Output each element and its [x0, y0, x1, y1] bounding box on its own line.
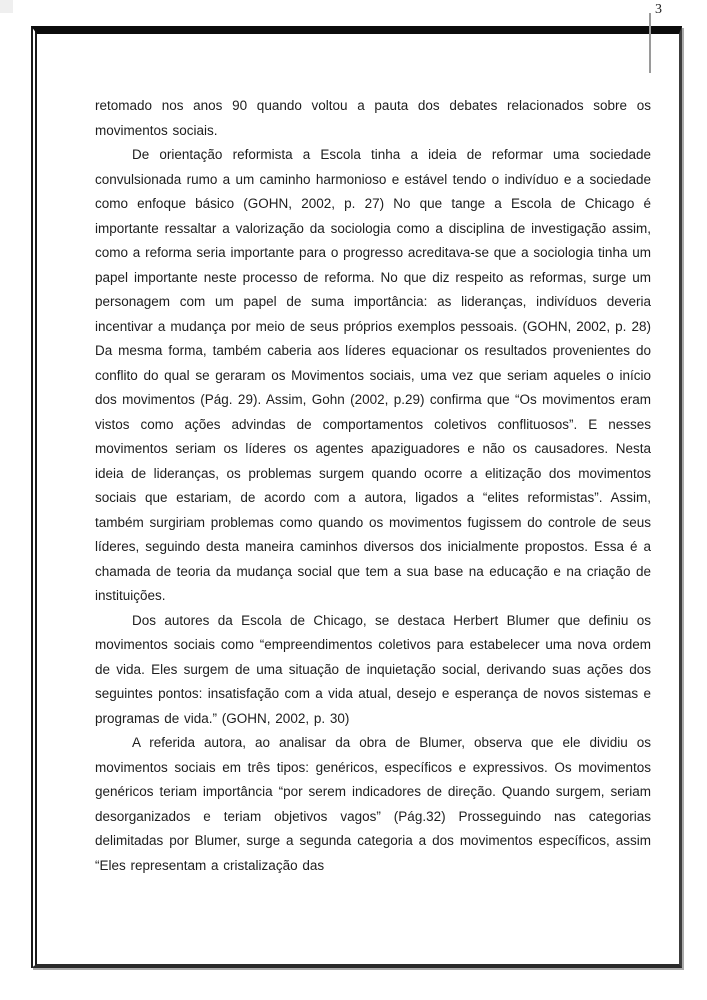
paragraph-continuation: retomado nos anos 90 quando voltou a pauta dos debates relacionados sobre os movimentos sociais.	[95, 98, 651, 138]
document-body	[95, 94, 651, 878]
page-number: 3	[655, 2, 662, 17]
paragraph: A referida autora, ao analisar da obra de Blumer, observa que ele dividiu os movimentos sociais em três tipos: genéricos, específicos e expressivos. Os movimentos genéricos teriam importância “por serem indicadores de direção. Quando surgem, seriam desorganizados e teriam objetivos vagos” (Pág.32) Prosseguindo nas categorias delimitadas por Blumer, surge a segunda categoria a dos movimentos específicos, assim “Eles representam a cristalização das	[95, 735, 651, 873]
scan-corner-artifact	[0, 0, 13, 13]
paragraph: De orientação reformista a Escola tinha a ideia de reformar uma sociedade convulsionada rumo a um caminho harmonioso e estável tendo o indivíduo e a sociedade como enfoque básico (GOHN, 2002, p. 27) No que tange a Escola de Chicago é importante ressaltar a valorização da sociologia como a disciplina de investigação assim, como a reforma seria importante para o progresso acreditava-se que a sociologia tinha um papel importante neste processo de reforma. No que diz respeito as reformas, surge um personagem com um papel de suma importância: as lideranças, indivíduos deveria incentivar a mudança por meio de seus próprios exemplos pessoais. (GOHN, 2002, p. 28) Da mesma forma, também caberia aos líderes equacionar os resultados provenientes do conflito do qual se geraram os Movimentos sociais, uma vez que seriam aqueles o início dos movimentos (Pág. 29). Assim, Gohn (2002, p.29) confirma que “Os movimentos eram vistos como ações advindas de comportamentos coletivos conflituosos”. E nesses movimentos seriam os líderes os agentes apaziguadores e não os causadores. Nesta ideia de lideranças, os problemas surgem quando ocorre a elitização dos movimentos sociais que estariam, de acordo com a autora, ligados a “elites reformistas”. Assim, também surgiriam problemas como quando os movimentos fugissem do controle de seus líderes, seguindo desta maneira caminhos diversos dos inicialmente propostos. Essa é a chamada de teoria da mudança social que tem a sua base na educação e na criação de instituições.	[95, 147, 651, 603]
paragraph: Dos autores da Escola de Chicago, se destaca Herbert Blumer que definiu os movimentos sociais como “empreendimentos coletivos para estabelecer uma nova ordem de vida. Eles surgem de uma situação de inquietação social, derivando suas ações dos seguintes pontos: insatisfação com a vida atual, desejo e esperança de novos sistemas e programas de vida.” (GOHN, 2002, p. 30)	[95, 612, 651, 726]
page-number-divider	[649, 13, 651, 73]
